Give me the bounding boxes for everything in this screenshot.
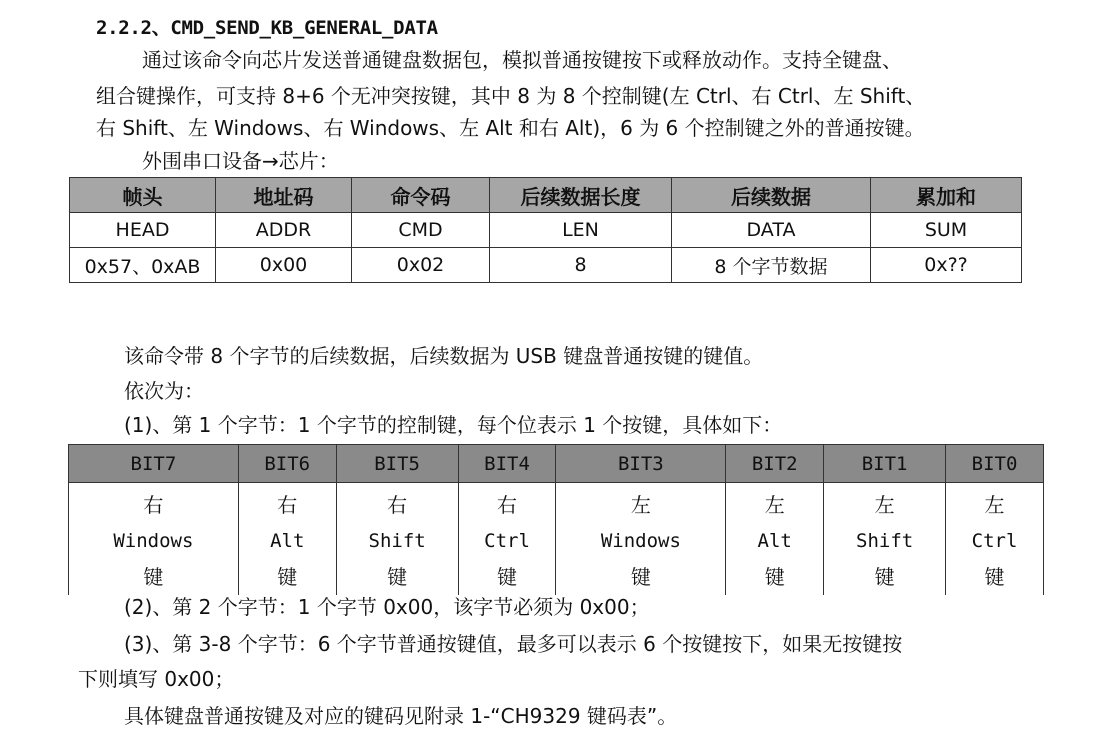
bit-header-cell: BIT0 [946, 445, 1044, 483]
bit-header-cell: BIT1 [824, 445, 946, 483]
byte2-description: (2)、第 2 个字节：1 个字节 0x00，该字节必须为 0x00； [124, 595, 650, 619]
intro-line-3: 右 Shift、左 Windows、右 Windows、左 Alt 和右 Alt)，6 为 6 个控制键之外的普通按键。 [96, 116, 925, 140]
bit-header-cell: BIT2 [726, 445, 824, 483]
bit-header-cell: BIT7 [69, 445, 239, 483]
table-cell: 0x?? [871, 248, 1022, 283]
packet-format-table [69, 177, 1022, 283]
bit-cell [824, 483, 946, 596]
header-cell: 后续数据 [672, 178, 871, 213]
command-description: 该命令带 8 个字节的后续数据，后续数据为 USB 键盘普通按键的键值。 [124, 344, 764, 368]
key-name: Windows [113, 530, 194, 552]
table-cell: LEN [490, 213, 672, 248]
bit-header-cell: BIT6 [238, 445, 336, 483]
table-row [70, 248, 1022, 283]
table-cell: 0x02 [352, 248, 490, 283]
header-cell: 命令码 [352, 178, 490, 213]
bit-cell [726, 483, 824, 596]
header-cell: 后续数据长度 [490, 178, 672, 213]
header-cell: 地址码 [216, 178, 352, 213]
table-cell: 8 [490, 248, 672, 283]
bit-header-row [69, 445, 1044, 483]
table-cell: HEAD [70, 213, 216, 248]
key-name: Shift [368, 530, 426, 552]
byte3-8-description-cont: 下则填写 0x00； [78, 667, 235, 691]
key-suffix: 键 [497, 565, 518, 589]
side-label: 左 [630, 493, 651, 517]
key-suffix: 键 [387, 565, 408, 589]
table-cell: 0x57、0xAB [70, 248, 216, 283]
key-suffix: 键 [630, 565, 651, 589]
key-suffix: 键 [764, 565, 785, 589]
bit-cell [69, 483, 239, 596]
bit-header-cell: BIT4 [458, 445, 556, 483]
table-cell: DATA [672, 213, 871, 248]
section-heading: 2.2.2、CMD_SEND_KB_GENERAL_DATA [96, 17, 438, 39]
side-label: 右 [497, 493, 518, 517]
side-label: 左 [984, 493, 1005, 517]
direction-label: 外围串口设备→芯片： [142, 149, 339, 173]
bit-cell [458, 483, 556, 596]
table-row [70, 213, 1022, 248]
table-cell: 0x00 [216, 248, 352, 283]
table-cell: ADDR [216, 213, 352, 248]
key-suffix: 键 [143, 565, 164, 589]
table-cell: CMD [352, 213, 490, 248]
byte1-description: (1)、第 1 个字节：1 个字节的控制键，每个位表示 1 个按键，具体如下： [124, 413, 783, 437]
key-name: Alt [757, 530, 792, 552]
packet-header-row [70, 178, 1022, 213]
header-cell: 帧头 [70, 178, 216, 213]
key-suffix: 键 [984, 565, 1005, 589]
side-label: 右 [143, 493, 164, 517]
side-label: 右 [277, 493, 298, 517]
bit-header-cell: BIT5 [336, 445, 458, 483]
side-label: 左 [764, 493, 785, 517]
header-cell: 累加和 [871, 178, 1022, 213]
key-suffix: 键 [277, 565, 298, 589]
table-cell: SUM [871, 213, 1022, 248]
bit-value-row [69, 483, 1044, 596]
side-label: 右 [387, 493, 408, 517]
key-suffix: 键 [874, 565, 895, 589]
key-name: Ctrl [484, 530, 530, 552]
bit-cell [946, 483, 1044, 596]
intro-line-2: 组合键操作，可支持 8+6 个无冲突按键，其中 8 为 8 个控制键(左 Ctrl、右 Ctrl、左 Shift、 [96, 84, 926, 108]
bit-cell [336, 483, 458, 596]
key-name: Alt [270, 530, 305, 552]
key-name: Windows [600, 530, 681, 552]
byte3-8-description: (3)、第 3-8 个字节：6 个字节普通按键值，最多可以表示 6 个按键按下，如果无按键按 [124, 632, 903, 656]
order-label: 依次为： [124, 379, 204, 403]
side-label: 左 [874, 493, 895, 517]
key-name: Ctrl [971, 530, 1018, 552]
bit-cell [556, 483, 726, 596]
bit-header-cell: BIT3 [556, 445, 726, 483]
key-name: Shift [856, 530, 914, 552]
bit-cell [238, 483, 336, 596]
appendix-reference: 具体键盘普通按键及对应的键码见附录 1-“CH9329 键码表”。 [124, 704, 678, 728]
control-key-bit-table [68, 444, 1044, 595]
table-cell: 8 个字节数据 [672, 248, 871, 283]
intro-line-1: 通过该命令向芯片发送普通键盘数据包，模拟普通按键按下或释放动作。支持全键盘、 [142, 48, 902, 72]
